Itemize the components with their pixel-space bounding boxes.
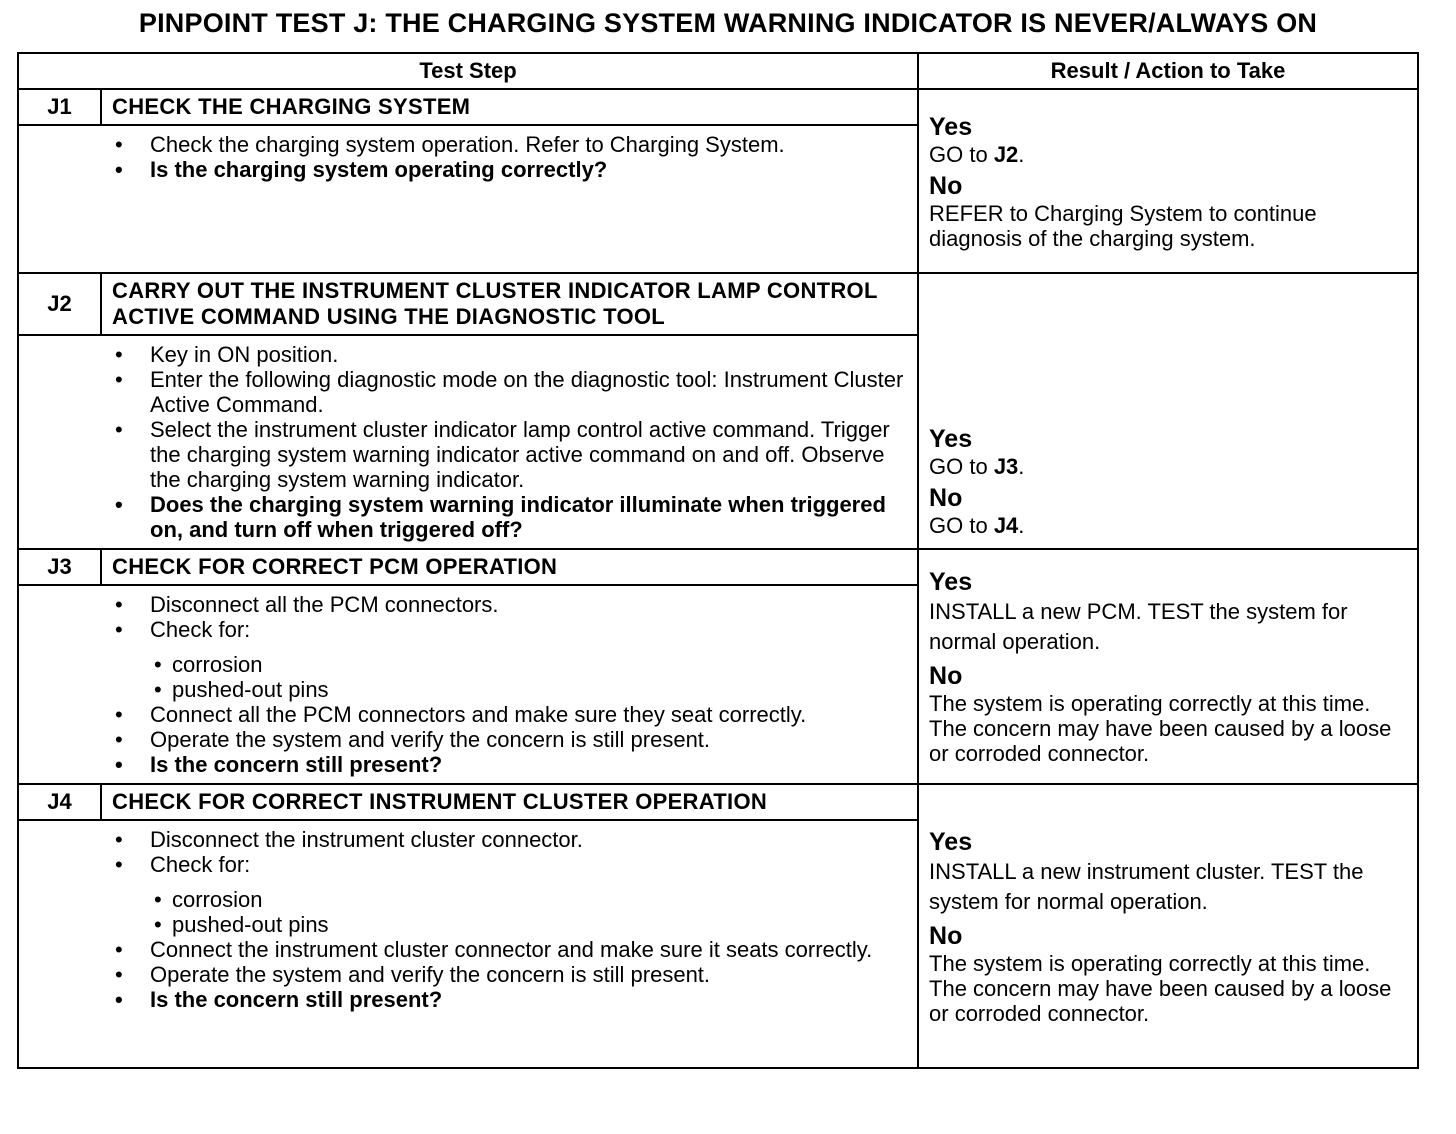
step-result <box>918 784 1418 1068</box>
step-body <box>18 820 918 1068</box>
no-action: REFER to Charging System to continue diagnosis of the charging system. <box>929 200 1317 251</box>
step-id: J1 <box>18 89 101 125</box>
step-question: • Is the concern still present? <box>19 752 917 777</box>
no-action: The system is operating correctly at this time. The concern may have been caused by a loose or corroded connector. <box>929 950 1392 1026</box>
step-title-row <box>18 273 1418 335</box>
step-question: • Does the charging system warning indicator illuminate when triggered on, and turn off when triggered off? <box>19 492 917 542</box>
step-link: J4 <box>993 513 1019 538</box>
step-body <box>18 335 918 549</box>
yes-label: Yes <box>929 112 973 141</box>
step-title: CHECK FOR CORRECT INSTRUMENT CLUSTER OPERATION <box>101 784 918 820</box>
yes-label: Yes <box>929 425 973 453</box>
yes-action: GO to J3. <box>929 454 1025 479</box>
step-item: • Select the instrument cluster indicator lamp control active command. Trigger the charging system warning indicator active command on and off. Observe the charging system warning indicator. <box>19 417 917 492</box>
step-item: • Check for: • corrosion • pushed-out pins <box>19 617 917 702</box>
step-title-row <box>18 784 1418 820</box>
step-item: • Disconnect all the PCM connectors. <box>19 592 917 617</box>
step-title-row <box>18 89 1418 125</box>
no-label: No <box>929 921 963 950</box>
step-result <box>918 549 1418 784</box>
step-link: J2 <box>993 141 1019 167</box>
yes-action: INSTALL a new instrument cluster. TEST the system for normal operation. <box>929 858 1364 914</box>
step-item: • Key in ON position. <box>19 342 917 367</box>
header-row <box>18 53 1418 89</box>
step-title: CARRY OUT THE INSTRUMENT CLUSTER INDICATOR LAMP CONTROL ACTIVE COMMAND USING THE DIAGNOSTIC TOOL <box>101 273 918 335</box>
yes-label: Yes <box>929 827 973 856</box>
step-item: • Connect all the PCM connectors and make sure they seat correctly. <box>19 702 917 727</box>
header-test-step: Test Step <box>18 53 918 89</box>
sub-item: • pushed-out pins <box>19 912 907 937</box>
pinpoint-test-table <box>17 52 1419 1069</box>
yes-action: INSTALL a new PCM. TEST the system for normal operation. <box>929 599 1348 654</box>
sub-item: • corrosion <box>19 652 907 677</box>
step-item: • Disconnect the instrument cluster connector. <box>19 827 917 852</box>
no-label: No <box>929 662 963 690</box>
step-id: J4 <box>18 784 101 820</box>
sub-item: • corrosion <box>19 887 907 912</box>
step-item: • Operate the system and verify the concern is still present. <box>19 727 917 752</box>
yes-action: GO to J2. <box>929 141 1025 167</box>
step-item: • Connect the instrument cluster connector and make sure it seats correctly. <box>19 937 917 962</box>
step-body <box>18 585 918 784</box>
step-item: • Check the charging system operation. Refer to Charging System. <box>19 132 917 157</box>
step-question: • Is the concern still present? <box>19 987 917 1012</box>
step-title-row <box>18 549 1418 585</box>
step-link: J3 <box>993 454 1019 479</box>
no-label: No <box>929 171 963 200</box>
page-title: PINPOINT TEST J: THE CHARGING SYSTEM WARNING INDICATOR IS NEVER/ALWAYS ON <box>138 8 1318 38</box>
sub-item: • pushed-out pins <box>19 677 907 702</box>
step-item: • Operate the system and verify the concern is still present. <box>19 962 917 987</box>
step-result <box>918 89 1418 273</box>
yes-label: Yes <box>929 568 973 596</box>
step-id: J2 <box>18 273 101 335</box>
no-label: No <box>929 484 963 512</box>
step-id: J3 <box>18 549 101 585</box>
step-item: • Check for: • corrosion • pushed-out pins <box>19 852 917 937</box>
step-item: • Enter the following diagnostic mode on the diagnostic tool: Instrument Cluster Active Command. <box>19 367 917 417</box>
step-question: • Is the charging system operating correctly? <box>19 157 917 182</box>
step-title: CHECK FOR CORRECT PCM OPERATION <box>101 549 918 585</box>
step-title: CHECK THE CHARGING SYSTEM <box>101 89 918 125</box>
no-action: GO to J4. <box>929 513 1025 538</box>
step-body <box>18 125 918 273</box>
no-action: The system is operating correctly at this time. The concern may have been caused by a loose or corroded connector. <box>929 691 1392 766</box>
step-result <box>918 273 1418 549</box>
header-result-action: Result / Action to Take <box>918 53 1418 89</box>
